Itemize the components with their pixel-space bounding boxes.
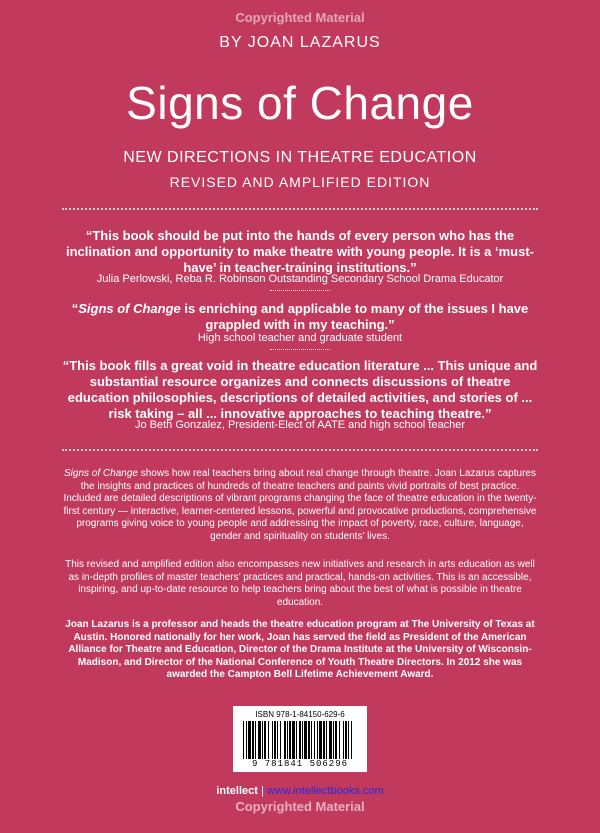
barcode-stripe (319, 721, 322, 759)
barcode-stripe (277, 721, 278, 759)
barcode-digits: 9 781841 506296 (251, 759, 348, 769)
quote-open-mark: “ (71, 301, 79, 316)
barcode-stripe (326, 721, 327, 759)
author-byline: BY JOAN LAZARUS (219, 34, 381, 51)
barcode-stripe (292, 721, 295, 759)
barcode-stripe (329, 721, 332, 759)
book-title: Signs of Change (126, 77, 474, 129)
barcode-stripe (302, 721, 303, 759)
barcode-stripe (248, 721, 251, 759)
book-description (62, 468, 538, 544)
barcode-stripe (284, 721, 286, 759)
barcode-stripe (252, 721, 254, 759)
barcode-stripe (299, 721, 301, 759)
barcode-stripe (323, 721, 325, 759)
barcode-stripe (317, 721, 318, 759)
dotted-divider (62, 449, 538, 451)
barcode-stripe (335, 721, 337, 759)
barcode-stripe (308, 721, 310, 759)
barcode-stripe (262, 721, 263, 759)
book-title-italic: Signs of Change (64, 468, 138, 479)
review-attribution: Julia Perlowski, Reba R. Robinson Outstanding Secondary School Drama Educator (96, 273, 504, 285)
footer-separator: | (260, 785, 264, 797)
dotted-divider (62, 208, 538, 210)
review-quote: “This book fills a great void in theatre education literature ... This unique and substantial resource organizes and connects discussions of theatre education philosophies, descriptions of detailed activities, and stories of ... risk taking – all ... innovative approaches to teaching theatre.” (62, 358, 538, 421)
book-subtitle: NEW DIRECTIONS IN THEATRE EDUCATION (123, 149, 477, 166)
barcode-stripe (304, 721, 307, 759)
barcode-stripe (255, 721, 256, 759)
barcode-stripe (246, 721, 247, 759)
review-quote (62, 301, 538, 333)
edition-label: REVISED AND AMPLIFIED EDITION (169, 174, 431, 190)
watermark-top: Copyrighted Material (235, 10, 365, 25)
review-attribution: High school teacher and graduate student (197, 332, 403, 344)
quote-text: is enriching and applicable to many of the issues I have grappled with in my teaching.” (180, 301, 529, 332)
barcode-icon (243, 721, 357, 759)
barcode-stripe (268, 721, 269, 759)
barcode-stripe (296, 721, 297, 759)
barcode-stripe (274, 721, 276, 759)
barcode-stripe (348, 721, 349, 759)
barcode-stripe (289, 721, 291, 759)
author-bio: Joan Lazarus is a professor and heads the theatre education program at The University of Texas at Austin. Honored nationally for her work, Joan has served the field as President of the American Alliance for Theatre and Education, Director of the Drama Institute at the University of Wisconsin-Madison, and Director of the National Conference of Youth Theatre Directors. In 2012 she was awarded the Campton Bell Lifetime Achievement Award. (65, 619, 535, 681)
barcode-stripe (243, 721, 244, 759)
publisher-footer (0, 785, 600, 797)
isbn-barcode (233, 706, 367, 772)
barcode-stripe (314, 721, 315, 759)
publisher-name: intellect (216, 785, 258, 797)
barcode-stripe (272, 721, 273, 759)
barcode-stripe (351, 721, 352, 759)
publisher-website-link[interactable]: www.intellectbooks.com (266, 785, 384, 797)
barcode-stripe (333, 721, 334, 759)
barcode-stripe (311, 721, 312, 759)
barcode-stripe (264, 721, 266, 759)
book-title-italic: Signs of Change (78, 301, 181, 316)
review-quote: “This book should be put into the hands of every person who has the inclination and opportunity to make theatre with young people. It is a ‘must-have’ in teacher-training institutions.” (65, 228, 535, 275)
barcode-stripe (345, 721, 347, 759)
isbn-label: ISBN 978-1-84150-629-6 (255, 710, 345, 719)
book-description-2: This revised and amplified edition also encompasses new initiatives and research in arts education as well as in-depth profiles of master teachers’ practices and practical, hands-on activities. This is an accessible, inspiring, and up-to-date resource to help teachers bring about the best of what is possible in theatre education. (65, 559, 535, 608)
barcode-stripe (339, 721, 340, 759)
review-attribution: Jo Beth Gonzalez, President-Elect of AATE and high school teacher (135, 419, 465, 431)
barcode-stripe (280, 721, 281, 759)
watermark-bottom: Copyrighted Material (235, 799, 365, 814)
description-text: shows how real teachers bring about real change through theatre. Joan Lazarus captures the insights and practices of hundreds of theatre teachers and paints vivid portraits of best practice. Included are detailed descriptions of vibrant programs changing the face of theatre education in the twenty-first century — interactive, learner-centered lessons, powerful and provocative productions, comprehensive programs giving voice to young people and addressing the impact of poverty, race, culture, language, gender and spirituality on students’ lives. (63, 468, 537, 542)
short-dotted-divider (270, 349, 330, 350)
short-dotted-divider (270, 290, 330, 291)
barcode-stripe (343, 721, 344, 759)
barcode-stripe (258, 721, 261, 759)
barcode-stripe (287, 721, 288, 759)
